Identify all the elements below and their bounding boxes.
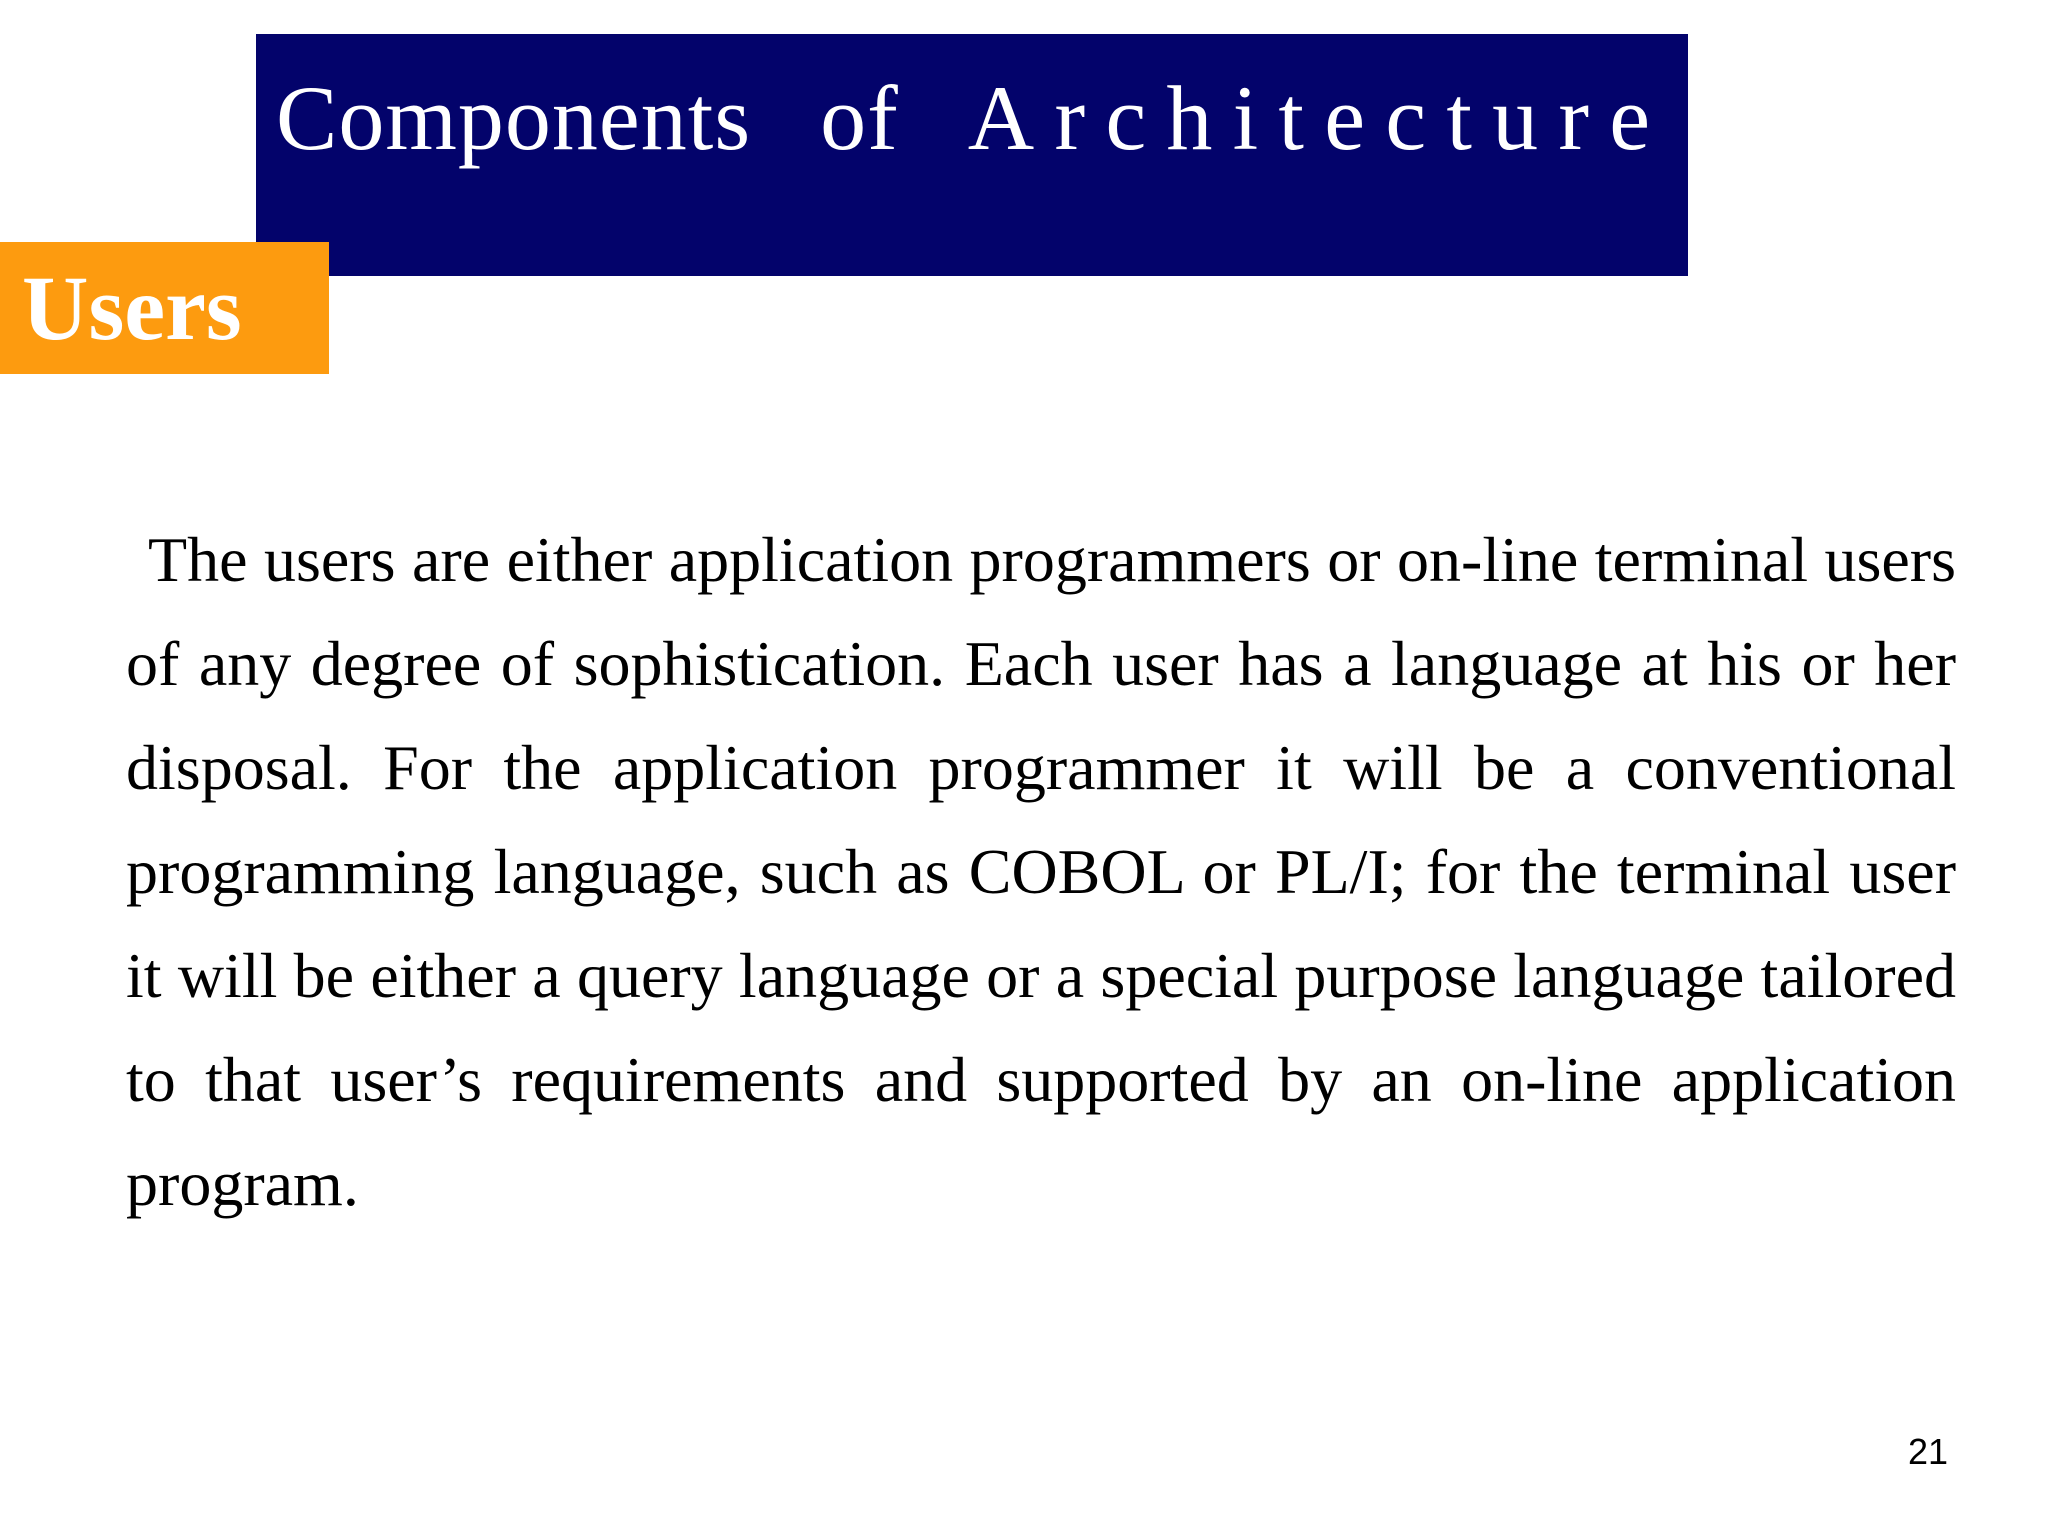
section-label: Users bbox=[22, 257, 242, 359]
slide-title-banner bbox=[256, 34, 1688, 276]
page-number: 21 bbox=[1907, 1431, 1948, 1472]
slide-title-word-of: of bbox=[820, 67, 899, 169]
slide-title bbox=[276, 64, 1676, 172]
slide-title-word-components: Components bbox=[276, 67, 752, 169]
body-paragraph: The users are either application programmers or on-line terminal users of any degree of sophistication. Each user has a language at his or her disposal. For the application programmer it will be a conventional programming language, such as COBOL or PL/I; for the terminal user it will be either a query language or a special purpose language tailored to that user’s requirements and supported by an on-line application program. bbox=[126, 524, 1956, 1219]
section-tab bbox=[0, 242, 329, 374]
slide-title-word-architecture: Architecture bbox=[967, 67, 1671, 169]
